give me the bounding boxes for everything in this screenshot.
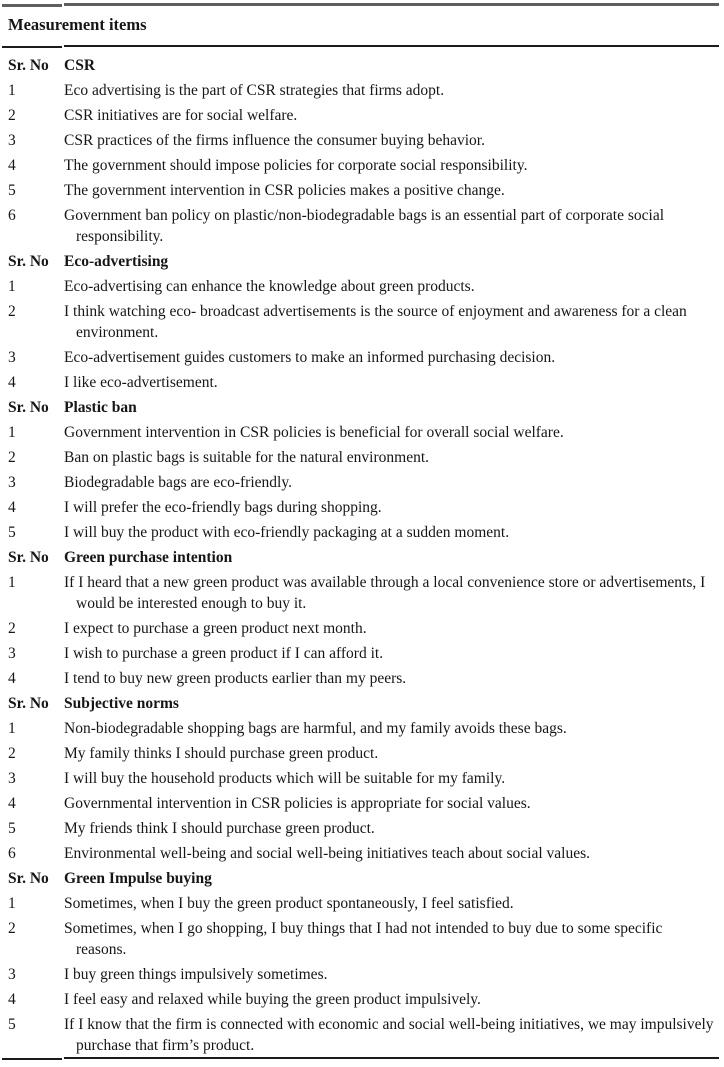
sr-no-label: Sr. No [8, 549, 49, 566]
item-number: 3 [8, 645, 16, 662]
table-body [0, 47, 724, 1056]
table-row [8, 818, 716, 839]
table-row [8, 668, 716, 689]
item-number: 3 [8, 132, 16, 149]
item-number: 6 [8, 845, 16, 862]
item-text: Government ban policy on plastic/non-biodegradable bags is an essential part of corporate social responsibility. [64, 207, 665, 245]
item-number: 5 [8, 182, 16, 199]
item-number: 3 [8, 349, 16, 366]
table-row [8, 372, 716, 393]
item-number: 4 [8, 991, 16, 1008]
table-row [8, 572, 716, 614]
item-text: The government intervention in CSR policies makes a positive change. [64, 182, 505, 199]
table-row [8, 472, 716, 493]
table-row [8, 643, 716, 664]
table-row [8, 347, 716, 368]
item-text: I think watching eco- broadcast advertisements is the source of enjoyment and awareness for a clean environment. [64, 303, 687, 341]
item-text: Environmental well-being and social well-being initiatives teach about social values. [64, 845, 590, 862]
section-title: Eco-advertising [64, 253, 169, 270]
item-number: 5 [8, 820, 16, 837]
table-row [8, 105, 716, 126]
item-number: 4 [8, 795, 16, 812]
rule-segment [64, 45, 719, 47]
rule-segment [2, 46, 62, 48]
table-bottom-rule [0, 1057, 724, 1059]
table-row [8, 205, 716, 247]
item-number: 1 [8, 278, 16, 295]
item-number: 2 [8, 107, 16, 124]
item-number: 2 [8, 303, 16, 320]
table-row [8, 918, 716, 960]
sr-no-label: Sr. No [8, 870, 49, 887]
item-text: Governmental intervention in CSR policies is appropriate for social values. [64, 795, 531, 812]
item-text: My friends think I should purchase green product. [64, 820, 375, 837]
item-text: I buy green things impulsively sometimes. [64, 966, 328, 983]
item-text: Government intervention in CSR policies is beneficial for overall social welfare. [64, 424, 564, 441]
section-title: Green Impulse buying [64, 870, 212, 887]
table-row [8, 743, 716, 764]
item-text: Ban on plastic bags is suitable for the natural environment. [64, 449, 430, 466]
item-text: CSR initiatives are for social welfare. [64, 107, 298, 124]
item-text: I like eco-advertisement. [64, 374, 218, 391]
item-text: I will buy the product with eco-friendly packaging at a sudden moment. [64, 524, 510, 541]
item-text: I feel easy and relaxed while buying the green product impulsively. [64, 991, 481, 1008]
item-text: I expect to purchase a green product next month. [64, 620, 367, 637]
item-text: Sometimes, when I go shopping, I buy things that I had not intended to buy due to some specific reasons. [64, 920, 663, 958]
measurement-items-table [0, 3, 724, 1067]
item-number: 1 [8, 574, 16, 591]
section-title: Plastic ban [64, 399, 137, 416]
item-number: 6 [8, 207, 16, 224]
sr-no-label: Sr. No [8, 399, 49, 416]
item-number: 4 [8, 157, 16, 174]
item-text: If I heard that a new green product was available through a local convenience store or advertisements, I would be interested enough to buy it. [64, 574, 706, 612]
item-number: 3 [8, 474, 16, 491]
table-row [8, 522, 716, 543]
item-number: 1 [8, 424, 16, 441]
item-number: 1 [8, 895, 16, 912]
table-row [8, 497, 716, 518]
table-header-rule [0, 45, 724, 47]
item-text: CSR practices of the firms influence the consumer buying behavior. [64, 132, 485, 149]
section-header-row [8, 868, 716, 889]
item-text: Biodegradable bags are eco-friendly. [64, 474, 292, 491]
table-row [8, 422, 716, 443]
item-text: Sometimes, when I buy the green product spontaneously, I feel satisfied. [64, 895, 514, 912]
item-text: My family thinks I should purchase green product. [64, 745, 379, 762]
item-number: 4 [8, 670, 16, 687]
item-number: 4 [8, 499, 16, 516]
table-row [8, 989, 716, 1010]
section-header-row [8, 397, 716, 418]
table-row [8, 768, 716, 789]
table-row [8, 618, 716, 639]
item-text: Eco-advertising can enhance the knowledge about green products. [64, 278, 475, 295]
table-title: Measurement items [8, 15, 147, 34]
rule-segment [64, 3, 719, 6]
item-text: Non-biodegradable shopping bags are harmful, and my family avoids these bags. [64, 720, 567, 737]
sr-no-label: Sr. No [8, 695, 49, 712]
table-row [8, 893, 716, 914]
item-number: 1 [8, 82, 16, 99]
table-row [8, 843, 716, 864]
rule-segment [2, 1058, 62, 1060]
table-row [8, 80, 716, 101]
table-row [8, 718, 716, 739]
section-title: Subjective norms [64, 695, 179, 712]
rule-segment [2, 4, 62, 7]
item-text: I tend to buy new green products earlier than my peers. [64, 670, 407, 687]
item-number: 3 [8, 966, 16, 983]
item-number: 2 [8, 745, 16, 762]
table-row [8, 155, 716, 176]
section-header-row [8, 547, 716, 568]
item-number: 5 [8, 524, 16, 541]
section-title: CSR [64, 57, 96, 74]
item-number: 2 [8, 449, 16, 466]
section-header-row [8, 55, 716, 76]
item-text: I will buy the household products which will be suitable for my family. [64, 770, 506, 787]
item-number: 3 [8, 770, 16, 787]
item-text: I wish to purchase a green product if I can afford it. [64, 645, 384, 662]
section-header-row [8, 693, 716, 714]
rule-segment [64, 1057, 719, 1059]
item-text: If I know that the firm is connected with economic and social well-being initiatives, we may impulsively purchase that firm’s product. [64, 1016, 714, 1054]
item-number: 2 [8, 620, 16, 637]
table-row [8, 964, 716, 985]
sr-no-label: Sr. No [8, 57, 49, 74]
item-text: The government should impose policies for corporate social responsibility. [64, 157, 528, 174]
table-row [8, 793, 716, 814]
table-row [8, 1014, 716, 1056]
sr-no-label: Sr. No [8, 253, 49, 270]
table-row [8, 180, 716, 201]
item-number: 2 [8, 920, 16, 937]
table-top-rule [0, 3, 724, 6]
table-row [8, 301, 716, 343]
table-row [8, 130, 716, 151]
item-text: Eco advertising is the part of CSR strategies that firms adopt. [64, 82, 445, 99]
item-number: 5 [8, 1016, 16, 1033]
item-number: 1 [8, 720, 16, 737]
item-text: Eco-advertisement guides customers to make an informed purchasing decision. [64, 349, 556, 366]
item-number: 4 [8, 374, 16, 391]
section-title: Green purchase intention [64, 549, 233, 566]
table-row [8, 276, 716, 297]
item-text: I will prefer the eco-friendly bags during shopping. [64, 499, 382, 516]
section-header-row [8, 251, 716, 272]
table-row [8, 447, 716, 468]
